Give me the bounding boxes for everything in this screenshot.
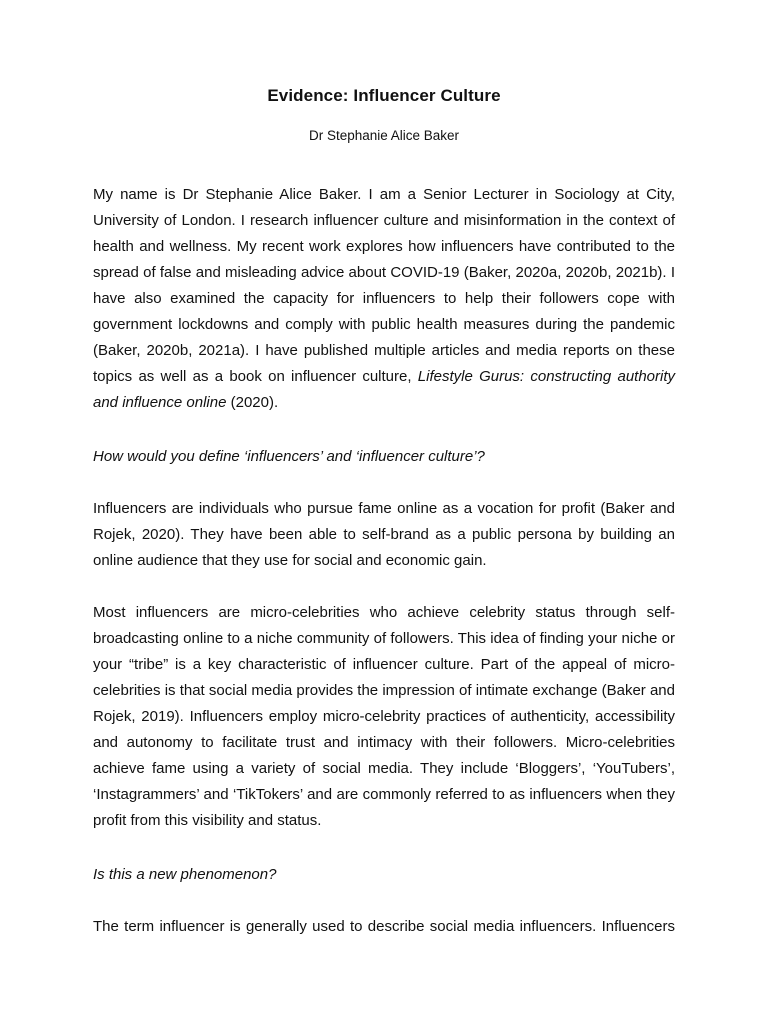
- intro-paragraph: [93, 182, 675, 416]
- question-heading: Is this a new phenomenon?: [93, 866, 277, 883]
- intro-text: My name is Dr Stephanie Alice Baker. I am a Senior Lecturer in Sociology at City, University of London. I research influencer culture and misinformation in the context of health and wellness. My recent work explores how influencers have contributed to the spread of false and misleading advice about COVID-19 (Baker, 2020a, 2020b, 2021b). I have also examined the capacity for influencers to help their followers cope with government lockdowns and comply with public health measures during the pandemic (Baker, 2020b, 2021a). I have published multiple articles and media reports on these topics as well as a book on influencer culture,: [93, 186, 675, 385]
- answer-paragraph: The term influencer is generally used to describe social media influencers. Influencers: [93, 918, 675, 935]
- question-heading: How would you define ‘influencers’ and ‘influencer culture’?: [93, 448, 485, 465]
- answer-paragraph: Most influencers are micro-celebrities who achieve celebrity status through self-broadcasting online to a niche community of followers. This idea of finding your niche or your “tribe” is a key characteristic of influencer culture. Part of the appeal of micro-celebrities is that social media provides the impression of intimate exchange (Baker and Rojek, 2019). Influencers employ micro-celebrity practices of authenticity, accessibility and autonomy to facilitate trust and intimacy with their followers. Micro-celebrities achieve fame using a variety of social media. They include ‘Bloggers’, ‘YouTubers’, ‘Instagrammers’ and ‘TikTokers’ and are commonly referred to as influencers when they profit from this visibility and status.: [93, 604, 675, 829]
- document-title: Evidence: Influencer Culture: [267, 86, 501, 105]
- book-title: Lifestyle Gurus: constructing authority and influence online: [93, 368, 676, 411]
- document-author: Dr Stephanie Alice Baker: [308, 128, 460, 143]
- intro-text-end: (2020).: [226, 394, 279, 411]
- answer-paragraph: Influencers are individuals who pursue fame online as a vocation for profit (Baker and Rojek, 2020). They have been able to self-brand as a public persona by building an online audience that they use for social and economic gain.: [93, 500, 675, 569]
